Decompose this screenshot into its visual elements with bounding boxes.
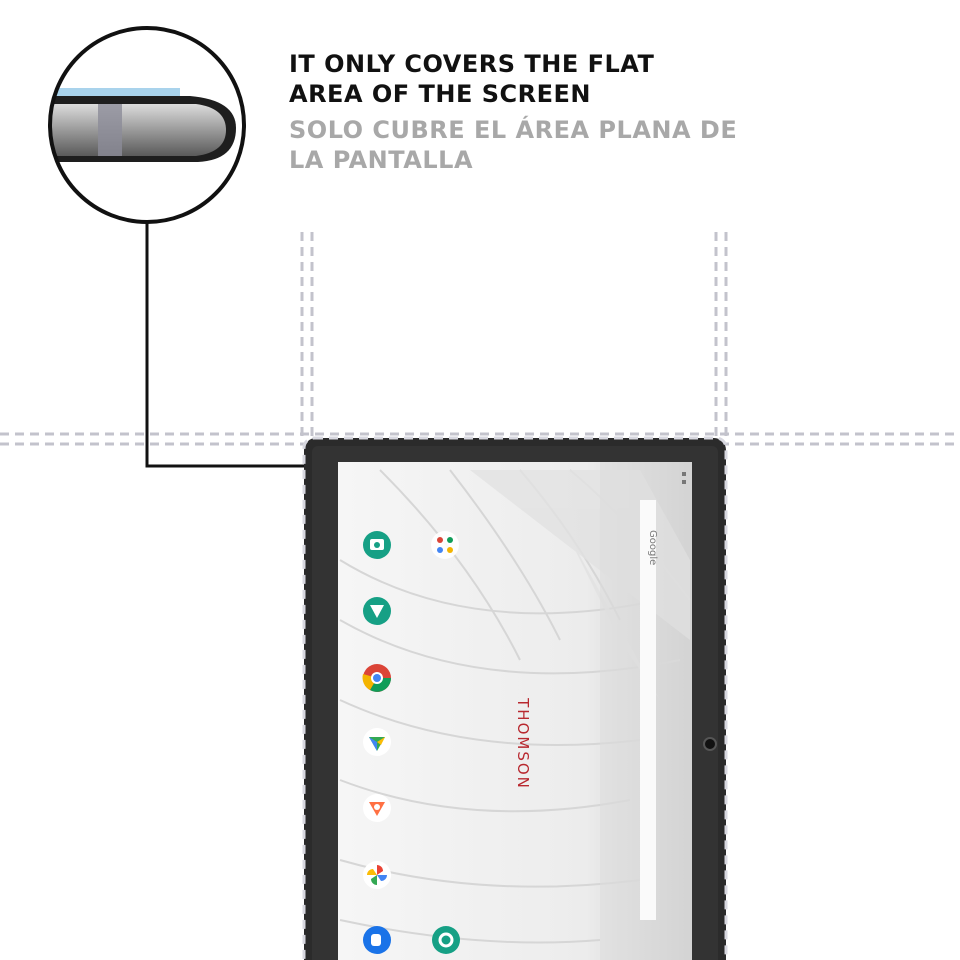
brand-logo-text: THOMSON	[514, 698, 532, 790]
cross-section-callout	[40, 28, 244, 222]
play-music-icon[interactable]	[363, 794, 391, 822]
headline-line-1: IT ONLY COVERS THE FLAT	[289, 50, 655, 78]
duo-icon[interactable]	[363, 926, 391, 954]
headline-line-2: AREA OF THE SCREEN	[289, 80, 591, 108]
play-movies-icon[interactable]	[363, 597, 391, 625]
settings-icon[interactable]	[432, 926, 460, 954]
search-logo: Google	[647, 530, 658, 566]
play-store-icon[interactable]	[363, 728, 391, 756]
vertical-guide-lines	[302, 232, 726, 436]
photos-icon[interactable]	[363, 861, 391, 889]
headline-spanish	[289, 115, 809, 175]
protector-film-layer	[40, 88, 180, 96]
camera-icon[interactable]	[363, 531, 391, 559]
subline-line-1: SOLO CUBRE EL ÁREA PLANA DE	[289, 116, 738, 144]
leader-line	[147, 222, 318, 466]
apps-folder-icon[interactable]	[431, 531, 459, 559]
front-camera	[704, 738, 716, 750]
headline-english	[289, 49, 809, 109]
subline-line-2: LA PANTALLA	[289, 146, 474, 174]
